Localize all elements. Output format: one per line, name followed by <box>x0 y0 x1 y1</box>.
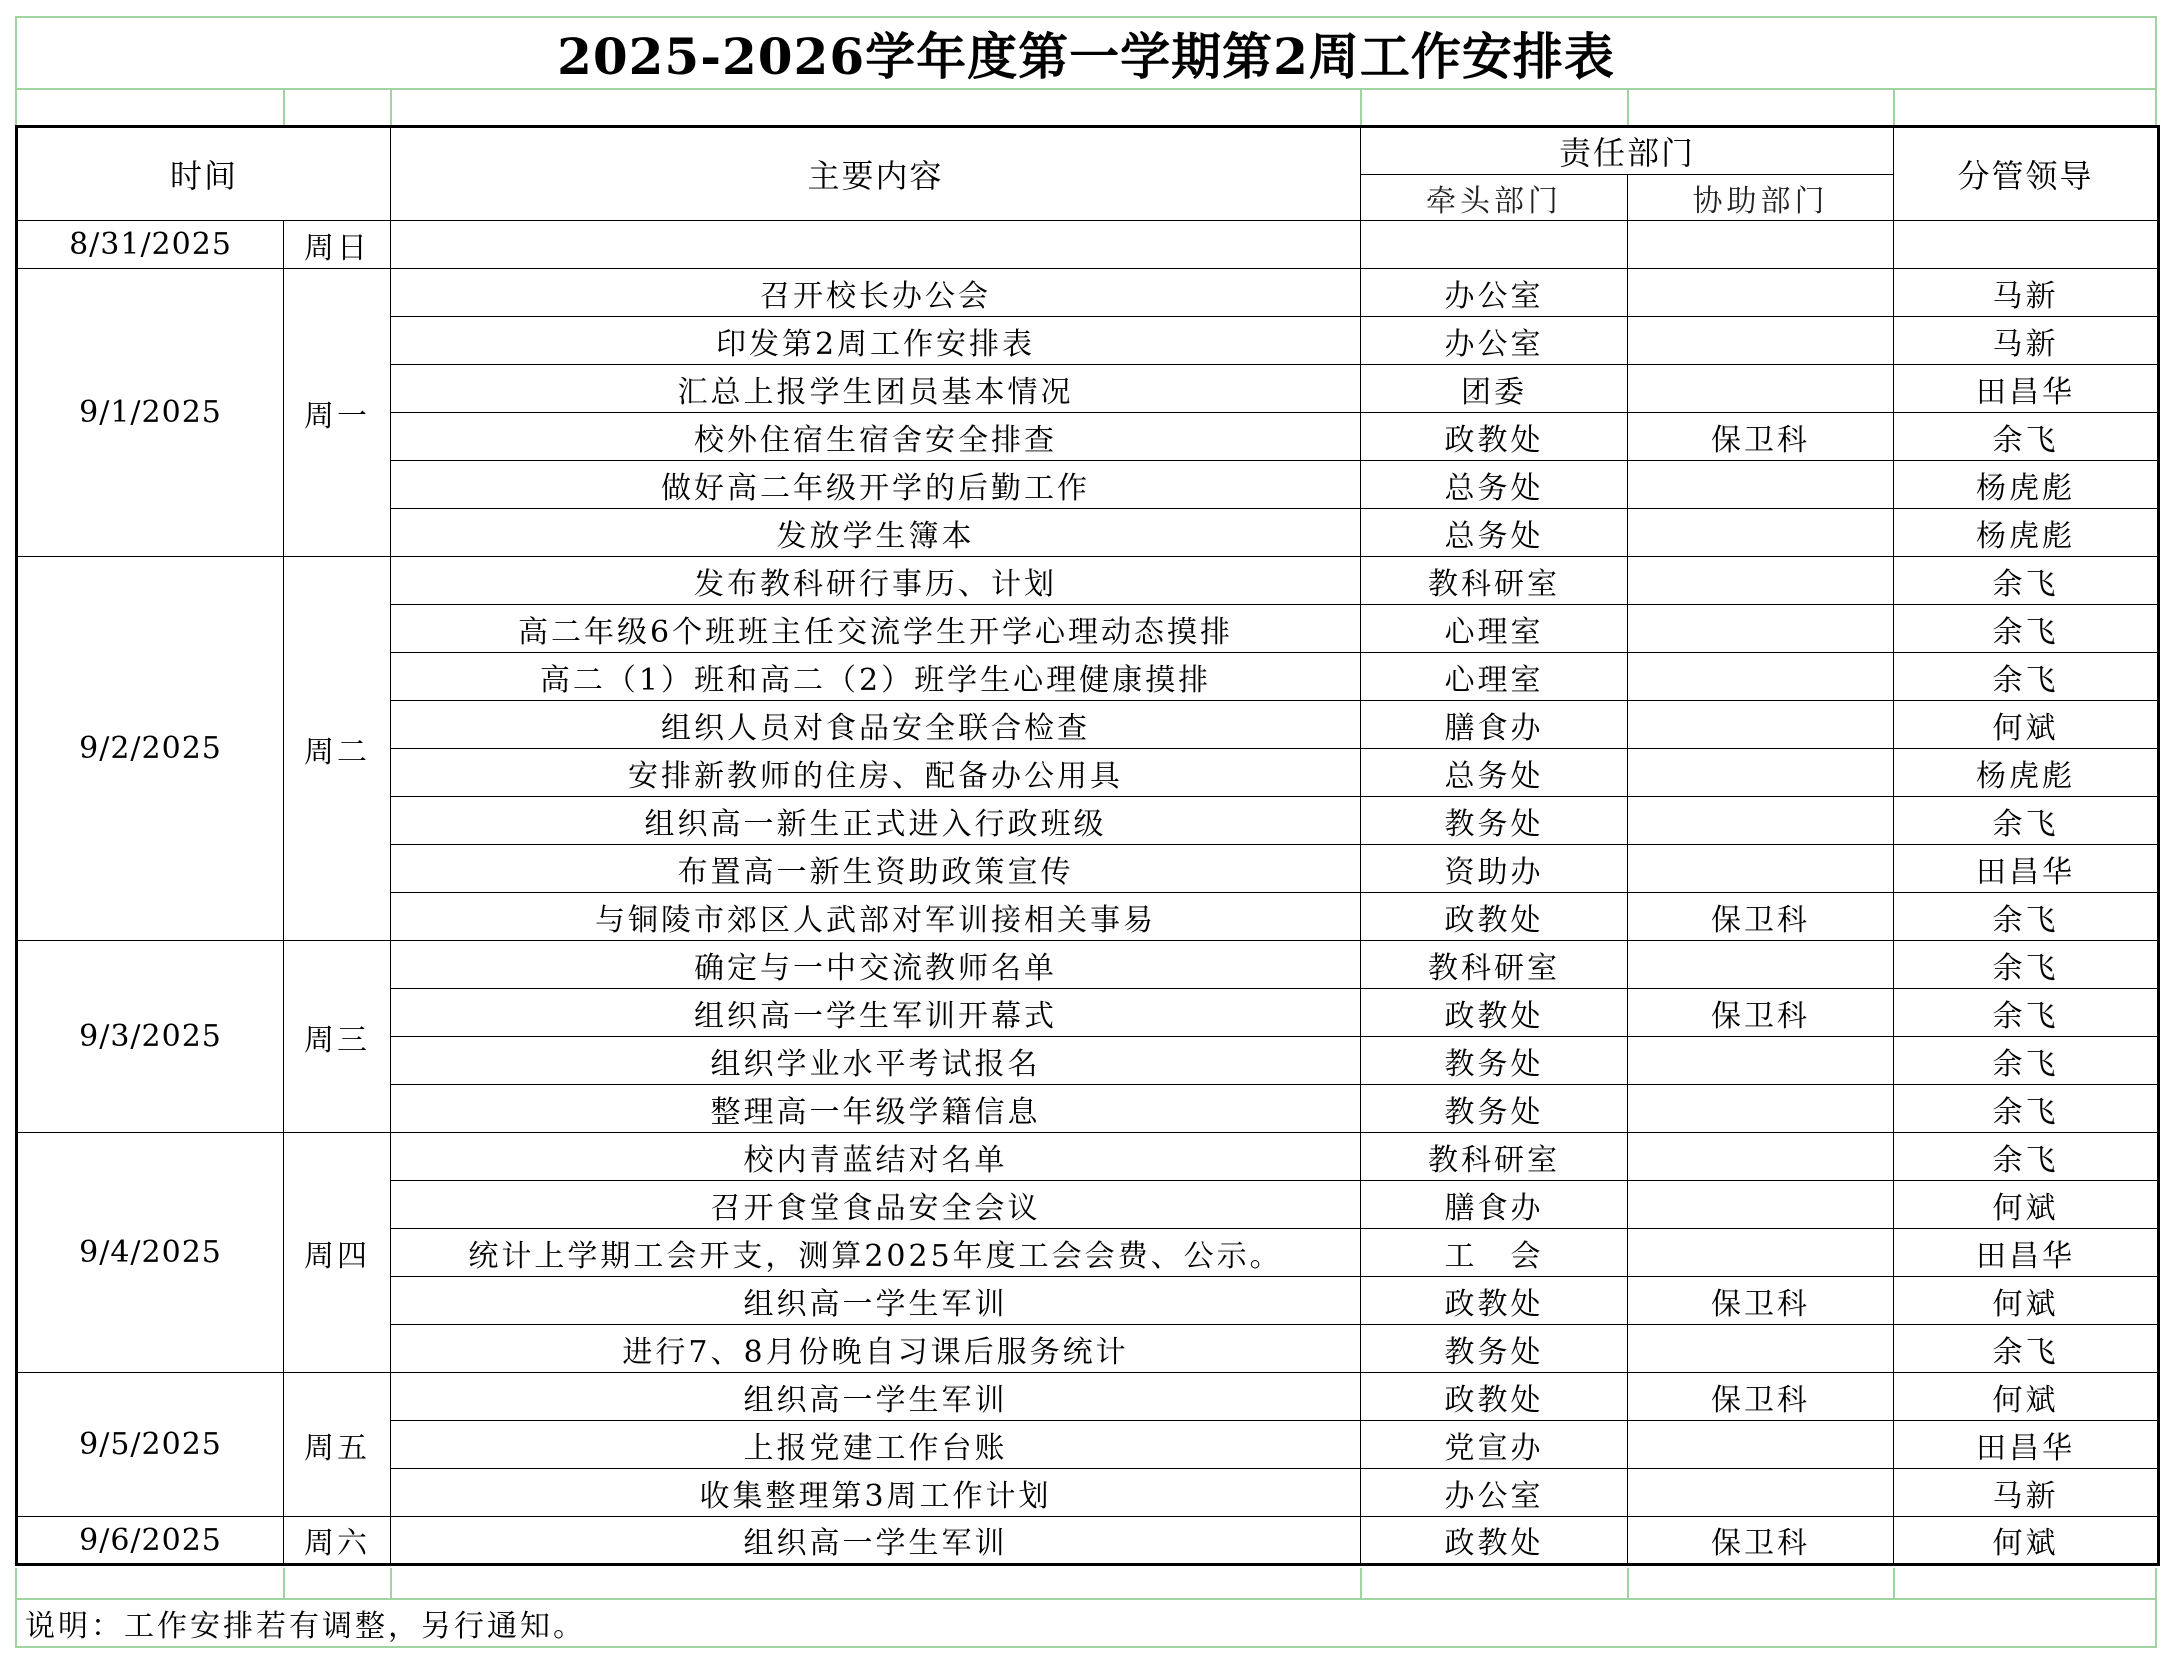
leader-cell: 杨虎彪 <box>1894 509 2159 557</box>
weekday-cell: 周五 <box>284 1373 391 1517</box>
content-cell: 组织高一学生军训开幕式 <box>391 989 1361 1037</box>
lead-dept-cell: 党宣办 <box>1361 1421 1628 1469</box>
lead-dept-cell: 教务处 <box>1361 1085 1628 1133</box>
assist-dept-cell <box>1628 1469 1894 1517</box>
weekday-cell: 周六 <box>284 1517 391 1565</box>
assist-dept-cell <box>1628 1085 1894 1133</box>
weekday-cell: 周三 <box>284 941 391 1133</box>
content-cell: 进行7、8月份晚自习课后服务统计 <box>391 1325 1361 1373</box>
content-cell: 组织高一学生军训 <box>391 1277 1361 1325</box>
assist-dept-cell <box>1628 1325 1894 1373</box>
lead-dept-cell: 教务处 <box>1361 1325 1628 1373</box>
lead-dept-cell: 政教处 <box>1361 1517 1628 1565</box>
content-cell: 收集整理第3周工作计划 <box>391 1469 1361 1517</box>
header-leader: 分管领导 <box>1894 127 2159 221</box>
assist-dept-cell <box>1628 941 1894 989</box>
table-row <box>17 1133 2159 1181</box>
lead-dept-cell <box>1361 221 1628 269</box>
leader-cell: 何斌 <box>1894 701 2159 749</box>
leader-cell: 何斌 <box>1894 1181 2159 1229</box>
header-content: 主要内容 <box>391 127 1361 221</box>
table-row <box>17 941 2159 989</box>
content-cell: 组织人员对食品安全联合检查 <box>391 701 1361 749</box>
assist-dept-cell <box>1628 221 1894 269</box>
assist-dept-cell <box>1628 1421 1894 1469</box>
title-box <box>15 16 2157 88</box>
date-cell: 9/3/2025 <box>17 941 284 1133</box>
leader-cell: 余飞 <box>1894 1085 2159 1133</box>
lead-dept-cell: 教务处 <box>1361 797 1628 845</box>
content-cell: 安排新教师的住房、配备办公用具 <box>391 749 1361 797</box>
leader-cell: 杨虎彪 <box>1894 461 2159 509</box>
assist-dept-cell: 保卫科 <box>1628 413 1894 461</box>
content-cell: 组织高一新生正式进入行政班级 <box>391 797 1361 845</box>
leader-cell: 余飞 <box>1894 605 2159 653</box>
content-cell: 整理高一年级学籍信息 <box>391 1085 1361 1133</box>
weekday-cell: 周一 <box>284 269 391 557</box>
leader-cell: 余飞 <box>1894 653 2159 701</box>
assist-dept-cell <box>1628 1229 1894 1277</box>
lead-dept-cell: 教科研室 <box>1361 941 1628 989</box>
content-cell: 布置高一新生资助政策宣传 <box>391 845 1361 893</box>
leader-cell: 余飞 <box>1894 797 2159 845</box>
footer-spacer <box>15 1568 2157 1598</box>
content-cell: 发放学生簿本 <box>391 509 1361 557</box>
leader-cell: 马新 <box>1894 1469 2159 1517</box>
leader-cell: 何斌 <box>1894 1517 2159 1565</box>
leader-cell: 马新 <box>1894 317 2159 365</box>
leader-cell: 余飞 <box>1894 1037 2159 1085</box>
leader-cell: 余飞 <box>1894 941 2159 989</box>
assist-dept-cell: 保卫科 <box>1628 989 1894 1037</box>
header-assist-dept: 协助部门 <box>1628 175 1894 221</box>
content-cell: 校内青蓝结对名单 <box>391 1133 1361 1181</box>
spacer-row <box>15 88 2157 126</box>
assist-dept-cell <box>1628 461 1894 509</box>
content-cell: 统计上学期工会开支，测算2025年度工会会费、公示。 <box>391 1229 1361 1277</box>
table-row <box>17 1373 2159 1421</box>
lead-dept-cell: 政教处 <box>1361 989 1628 1037</box>
lead-dept-cell: 政教处 <box>1361 893 1628 941</box>
assist-dept-cell <box>1628 797 1894 845</box>
table-row <box>17 269 2159 317</box>
assist-dept-cell <box>1628 605 1894 653</box>
weekday-cell: 周日 <box>284 221 391 269</box>
leader-cell: 何斌 <box>1894 1373 2159 1421</box>
table-row <box>17 1517 2159 1565</box>
assist-dept-cell <box>1628 1133 1894 1181</box>
lead-dept-cell: 膳食办 <box>1361 1181 1628 1229</box>
lead-dept-cell: 政教处 <box>1361 1373 1628 1421</box>
leader-cell: 余飞 <box>1894 413 2159 461</box>
date-cell: 9/5/2025 <box>17 1373 284 1517</box>
date-cell: 9/1/2025 <box>17 269 284 557</box>
assist-dept-cell: 保卫科 <box>1628 1373 1894 1421</box>
assist-dept-cell <box>1628 269 1894 317</box>
header-dept: 责任部门 <box>1361 127 1894 175</box>
lead-dept-cell: 工 会 <box>1361 1229 1628 1277</box>
table-row <box>17 557 2159 605</box>
lead-dept-cell: 膳食办 <box>1361 701 1628 749</box>
assist-dept-cell <box>1628 317 1894 365</box>
lead-dept-cell: 总务处 <box>1361 749 1628 797</box>
lead-dept-cell: 办公室 <box>1361 1469 1628 1517</box>
leader-cell: 余飞 <box>1894 893 2159 941</box>
lead-dept-cell: 政教处 <box>1361 413 1628 461</box>
assist-dept-cell <box>1628 653 1894 701</box>
weekday-cell: 周二 <box>284 557 391 941</box>
leader-cell: 田昌华 <box>1894 845 2159 893</box>
assist-dept-cell <box>1628 509 1894 557</box>
lead-dept-cell: 总务处 <box>1361 461 1628 509</box>
leader-cell: 何斌 <box>1894 1277 2159 1325</box>
date-cell: 9/6/2025 <box>17 1517 284 1565</box>
content-cell: 确定与一中交流教师名单 <box>391 941 1361 989</box>
lead-dept-cell: 办公室 <box>1361 317 1628 365</box>
assist-dept-cell <box>1628 845 1894 893</box>
leader-cell: 余飞 <box>1894 1325 2159 1373</box>
lead-dept-cell: 心理室 <box>1361 653 1628 701</box>
assist-dept-cell: 保卫科 <box>1628 1517 1894 1565</box>
content-cell: 上报党建工作台账 <box>391 1421 1361 1469</box>
date-cell: 8/31/2025 <box>17 221 284 269</box>
content-cell: 与铜陵市郊区人武部对军训接相关事易 <box>391 893 1361 941</box>
content-cell: 校外住宿生宿舍安全排查 <box>391 413 1361 461</box>
lead-dept-cell: 心理室 <box>1361 605 1628 653</box>
assist-dept-cell: 保卫科 <box>1628 1277 1894 1325</box>
content-cell: 组织高一学生军训 <box>391 1517 1361 1565</box>
table-body <box>17 221 2159 1565</box>
assist-dept-cell <box>1628 1181 1894 1229</box>
content-cell: 召开校长办公会 <box>391 269 1361 317</box>
leader-cell: 杨虎彪 <box>1894 749 2159 797</box>
content-cell: 汇总上报学生团员基本情况 <box>391 365 1361 413</box>
lead-dept-cell: 总务处 <box>1361 509 1628 557</box>
lead-dept-cell: 政教处 <box>1361 1277 1628 1325</box>
page-title: 2025-2026学年度第一学期第2周工作安排表 <box>557 27 1615 86</box>
date-cell: 9/4/2025 <box>17 1133 284 1373</box>
leader-cell: 余飞 <box>1894 557 2159 605</box>
lead-dept-cell: 教务处 <box>1361 1037 1628 1085</box>
weekday-cell: 周四 <box>284 1133 391 1373</box>
content-cell: 高二年级6个班班主任交流学生开学心理动态摸排 <box>391 605 1361 653</box>
lead-dept-cell: 团委 <box>1361 365 1628 413</box>
leader-cell: 田昌华 <box>1894 365 2159 413</box>
assist-dept-cell <box>1628 749 1894 797</box>
footer-note: 说明：工作安排若有调整，另行通知。 <box>15 1598 2157 1648</box>
lead-dept-cell: 教科研室 <box>1361 557 1628 605</box>
date-cell: 9/2/2025 <box>17 557 284 941</box>
leader-cell: 马新 <box>1894 269 2159 317</box>
content-cell: 召开食堂食品安全会议 <box>391 1181 1361 1229</box>
header-lead-dept: 牵头部门 <box>1361 175 1628 221</box>
leader-cell: 余飞 <box>1894 989 2159 1037</box>
content-cell: 组织学业水平考试报名 <box>391 1037 1361 1085</box>
content-cell: 发布教科研行事历、计划 <box>391 557 1361 605</box>
table-row <box>17 221 2159 269</box>
leader-cell: 余飞 <box>1894 1133 2159 1181</box>
assist-dept-cell <box>1628 1037 1894 1085</box>
content-cell: 高二（1）班和高二（2）班学生心理健康摸排 <box>391 653 1361 701</box>
leader-cell: 田昌华 <box>1894 1421 2159 1469</box>
lead-dept-cell: 教科研室 <box>1361 1133 1628 1181</box>
lead-dept-cell: 办公室 <box>1361 269 1628 317</box>
lead-dept-cell: 资助办 <box>1361 845 1628 893</box>
assist-dept-cell <box>1628 365 1894 413</box>
content-cell: 组织高一学生军训 <box>391 1373 1361 1421</box>
leader-cell: 田昌华 <box>1894 1229 2159 1277</box>
assist-dept-cell: 保卫科 <box>1628 893 1894 941</box>
assist-dept-cell <box>1628 701 1894 749</box>
schedule-table <box>15 125 2160 1566</box>
header-time: 时间 <box>17 127 391 221</box>
content-cell: 印发第2周工作安排表 <box>391 317 1361 365</box>
assist-dept-cell <box>1628 557 1894 605</box>
content-cell <box>391 221 1361 269</box>
content-cell: 做好高二年级开学的后勤工作 <box>391 461 1361 509</box>
leader-cell <box>1894 221 2159 269</box>
